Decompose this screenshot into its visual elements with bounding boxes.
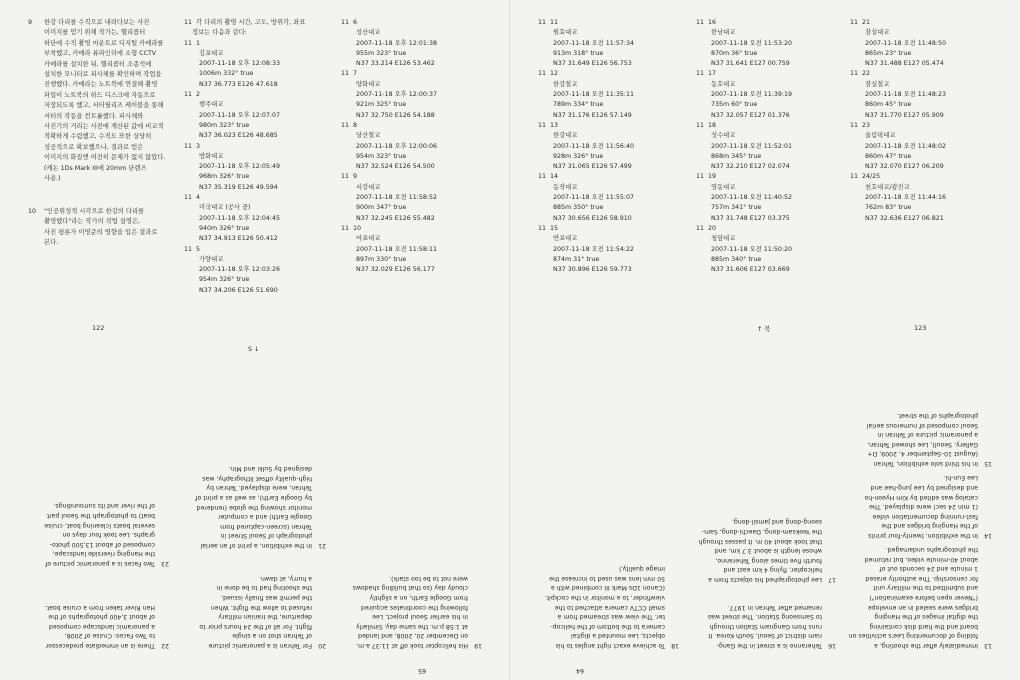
bridge-entry: [538, 224, 634, 275]
bridge-name: 동작대교: [553, 183, 578, 191]
bridge-entry-number: 11 11: [538, 19, 559, 26]
altitude-bearing: 735m 60° true: [711, 101, 758, 109]
bridge-entry: [184, 90, 305, 141]
altitude-bearing: 860m 45° true: [865, 101, 912, 109]
altitude-bearing: 757m 341° true: [711, 204, 762, 212]
capture-time: 2007-11-18 오전 11:44:16: [865, 194, 947, 202]
bridge-entry-number: 11 6: [341, 19, 358, 26]
capture-time: 2007-11-18 오전 11:58:52: [356, 194, 438, 202]
bridge-entry-number: 11 20: [696, 224, 717, 232]
bridge-entry-number: 11 9: [341, 173, 358, 181]
footnote-number: 9: [28, 19, 33, 26]
coordinates: N37 30.896 E126 59.773: [553, 266, 632, 274]
coordinates: N37 32.210 E127 02.074: [711, 163, 790, 171]
bridge-list-column-2: [341, 18, 437, 275]
bridge-entry: [341, 121, 437, 172]
bridge-entry: [696, 172, 792, 223]
capture-time: 2007-11-18 오후 12:00:06: [356, 142, 438, 150]
capture-time: 2007-11-18 오전 11:48:02: [865, 142, 947, 150]
bridge-entry-number: 11 10: [341, 224, 362, 232]
footnote-number: 20: [318, 642, 326, 649]
capture-time: 2007-11-18 오후 12:04:45: [199, 214, 281, 222]
capture-time: 2007-11-18 오후 12:05:49: [199, 163, 281, 171]
altitude-bearing: 885m 350° true: [553, 204, 604, 212]
capture-time: 2007-11-18 오후 12:00:37: [356, 91, 438, 99]
altitude-bearing: 940m 326° true: [199, 224, 250, 232]
bridge-entry-number: 11 8: [341, 121, 358, 129]
bridge-name: 성수대교: [711, 132, 736, 140]
altitude-bearing: 789m 334° true: [553, 101, 604, 109]
coordinates: N37 31.176 E126 57.149: [553, 111, 632, 119]
altitude-bearing: 980m 323° true: [199, 121, 250, 129]
capture-time: 2007-11-18 오전 11:54:22: [553, 245, 635, 253]
bridge-name: 한강철교: [553, 80, 578, 88]
coordinates: N37 32.245 E126 55.482: [356, 214, 435, 222]
bridge-list-column-3: [538, 18, 634, 275]
coordinates: N37 31.649 E126 56.753: [553, 60, 632, 68]
altitude-bearing: 928m 326° true: [553, 152, 604, 160]
footnote-text: Two Faces is a panoramic picture of the Hanging riverside landscape, composed of about 13,500 photo- graphs. Lee took four days on several boats (cleaning boat, cruise boat) to photograph the Seoul part of the river and its surroundings.: [44, 502, 155, 567]
bridge-name: 방화대교: [199, 152, 224, 160]
bridge-entry-number: 11 22: [850, 70, 871, 78]
coordinates: N37 30.656 E126 58.910: [553, 214, 632, 222]
coordinates: N37 32.524 E126 54.500: [356, 163, 435, 171]
footnote-number: 10: [28, 208, 37, 215]
bridge-entry-number: 11 19: [696, 173, 717, 181]
bridge-entry: [850, 121, 946, 172]
bridge-name: 영동대교: [711, 183, 736, 191]
bridge-entry: [341, 172, 437, 223]
bridge-entry-number: 11 15: [538, 224, 559, 232]
capture-time: 2007-11-18 오전 11:56:40: [553, 142, 635, 150]
footnote-number: 19: [474, 642, 482, 649]
footnote-text: 한강 다리를 수직으로 내려다보는 사진 이미지를 얻기 위해 작가는, 헬리콥터 하단에 수직 촬영 마운트로 디지털 카메라를 부착했고, 카메라 뷰파인더에 소형 CCTV 카메라를 설치한 뒤, 헬리콥터 조종석에 설치한 모니터로 피사체를 확인하며 작업을 진행했다. 카메라는 노트북에 연결해 촬영 파일이 노트북의 하드 디스크에 자동으로 저장되도록 했고, 서터릴리즈 케이블을 통해 셔터의 작동을 컨트롤했다. 피사체와 사진기의 거리는 사전에 계산된 값에 비교적 적확하게 수렴했고, 수직도 또한 상당히 성공적으로 확보했으나, 결과로 얻은 이미지의 화질엔 여전히 문제가 없지 않았다. (캐논 1Ds Mark III에 20mm 단렌즈 사용.): [44, 19, 166, 183]
coordinates: N37 31.606 E127 03.669: [711, 266, 790, 274]
footnote-number: 23: [161, 560, 169, 567]
capture-time: 2007-11-18 오전 11:52:01: [711, 142, 793, 150]
bridge-entry-number: 11 7: [341, 70, 358, 78]
bridge-list-column-4: [696, 18, 792, 275]
footnote-text: "인공위성적 시각으로 한강의 다리를 촬영했다"라는 작가의 작업 설명은, 사진 평론가 이영준의 영향을 입은 결과로 본다.: [44, 208, 158, 247]
footnote-text: Immediately after the shooting, a folding of documenting Lee's activities on board and the hard disk containing the digital images of the Hanging bridges were sealed in an envelope ("Never open before examination") and submitted to the military unit for censorship. The authority erased 1 minute and 24 seconds out of about 40-minute video, but returned the photographs undamaged.: [848, 546, 978, 649]
bridge-entry: [696, 69, 792, 120]
bridge-entry: [184, 39, 305, 90]
bridge-entry-number: 11 13: [538, 121, 559, 129]
bridge-entry: [850, 18, 946, 69]
bridge-entry: [696, 121, 792, 172]
bridge-name: 반포대교: [553, 235, 578, 243]
bridge-name: 당산철교: [356, 132, 381, 140]
bridge-entry-number: 11 17: [696, 70, 717, 78]
coordinates: N37 32.636 E127 06.821: [865, 214, 944, 222]
coordinates: N37 31.770 E127 05.909: [865, 111, 944, 119]
page-number: 123: [914, 324, 927, 332]
bridge-entry-number: 11 14: [538, 173, 559, 181]
flipped-page-number: 65: [417, 667, 426, 674]
bridge-entry-number: 11 12: [538, 70, 559, 78]
bridge-entry: [850, 69, 946, 120]
bridge-name: 김포대교: [199, 49, 224, 57]
bridge-name: 성산대교: [356, 29, 381, 37]
coordinates: N37 31.748 E127 03.375: [711, 214, 790, 222]
altitude-bearing: 874m 31° true: [553, 255, 600, 263]
capture-time: 2007-11-18 오후 12:07:07: [199, 111, 281, 119]
orientation-mark: ↑ 북: [757, 326, 771, 333]
footnote-number: 22: [161, 642, 169, 649]
bridge-name: 마포대교: [356, 235, 381, 243]
bridge-entry-number: 11 24/25: [850, 173, 881, 181]
altitude-bearing: 762m 83° true: [865, 204, 912, 212]
capture-time: 2007-11-18 오전 11:58:11: [356, 245, 438, 253]
bridge-list-column-1: [184, 18, 305, 296]
altitude-bearing: 921m 325° true: [356, 101, 407, 109]
footnote-number: 14: [984, 532, 992, 539]
bridge-entry-number: 11 4: [184, 194, 201, 202]
bridge-name: 행주대교: [199, 101, 224, 109]
footnote-text: In the exhibition, twenty-four prints of the Hanging bridges and the fast-running documentation video (1 min 24 sec) were displayed. The catalog was edited by Kim Hyeon-ho and designed by Lee Jung-hae and Lee Eun-hi.: [864, 474, 978, 539]
capture-time: 2007-11-18 오전 11:48:50: [865, 39, 947, 47]
capture-time: 2007-11-18 오전 11:48:23: [865, 91, 947, 99]
capture-time: 2007-11-18 오전 11:57:34: [553, 39, 635, 47]
bridge-name: 잠실대교: [865, 29, 890, 37]
altitude-bearing: 870m 36° true: [711, 49, 758, 57]
footnote-text: To achieve exact right angles to his objects, Lee mounted a digital camera to the bottom of the helicop- ter. The view was streamed from a small CCTV camera attached to the viewfinder, to a monitor in the cockpit. (Canon 1Ds Mark III combined with a 50 mm lens was used to increase the image quality.): [544, 565, 665, 649]
capture-time: 2007-11-18 오후 12:08:33: [199, 60, 281, 68]
bridge-entry: [184, 193, 305, 244]
bridge-entry: [538, 69, 634, 120]
bridge-name: 미국대교 (공사 중): [199, 204, 251, 212]
bridge-entry-number: 11 18: [696, 121, 717, 129]
bridge-name: 잠실철교: [865, 80, 890, 88]
footnote-text: His helicopter took off at 11:37 a.m. on December 20, 2008, and landed at 1:58 p.m. the same day. Similarly in his earlier Seoul project, Lee following the coordinates acquired from Google Earth, on a slightly cloudy day (so that building shadows were not to be too stark).: [352, 574, 468, 649]
right-page: [510, 0, 1020, 680]
bridge-name: 청담대교: [711, 235, 736, 243]
bridge-entry-number: 11 5: [184, 245, 201, 253]
bridge-list-column-5: [850, 18, 946, 224]
capture-time: 2007-11-18 오전 11:35:11: [553, 91, 635, 99]
footnote-number: 17: [828, 576, 836, 583]
footnote-text: In his third solo exhibition, Tehran (August 10–September 4, 2009, D+ Gallery, Seoul), Lee showed Tehran, a panoramic picture of Tehran in Seoul composed of numerous aerial photographs of the street.: [866, 412, 978, 467]
bridge-entry-number: 11 3: [184, 142, 201, 150]
coordinates: N37 34.913 E126 50.412: [199, 235, 278, 243]
bridge-name: 양화대교: [356, 80, 381, 88]
capture-time: 2007-11-18 오전 11:53:20: [711, 39, 793, 47]
altitude-bearing: 900m 347° true: [356, 204, 407, 212]
altitude-bearing: 865m 23° true: [865, 49, 912, 57]
altitude-bearing: 897m 330° true: [356, 255, 407, 263]
altitude-bearing: 968m 326° true: [199, 173, 250, 181]
capture-time: 2007-11-18 오전 11:50:20: [711, 245, 793, 253]
bridge-entry-number: 11 21: [850, 19, 871, 26]
flipped-english-page: [0, 360, 510, 680]
footnote-number: 13: [984, 642, 992, 649]
bridge-name: 한강대교: [553, 132, 578, 140]
coordinates: N37 36.023 E126 48.685: [199, 132, 278, 140]
footnote-text: Lee photographed his objects from a helicopter, flying 4 km east and fourth five times along Teheranno, whose length is about 3.7 km, and that took about 40 m. It passes through the Yeoksam-dong, Daechi-dong, Sam- seong-dong and Jamsil-dong.: [698, 518, 822, 583]
coordinates: N37 32.029 E126 56.177: [356, 266, 435, 274]
footnote-number: 15: [984, 460, 992, 467]
bridge-entry-number: 11 2: [184, 91, 201, 99]
coordinates: N37 32.750 E126 54.188: [356, 111, 435, 119]
coordinates: N37 31.641 E127 00.759: [711, 60, 790, 68]
bridge-entry: [538, 121, 634, 172]
footnote-text: In the exhibition, a print of an aerial photograph of Seoul Street in Tehran (screen-captured from Google Earth) and a computer monitor showing the globe (rendered by Google Earth), as well as a print of Tehran, were displayed. Tehran by high-quality offset lithography, was designed by Sulki and Min.: [195, 465, 312, 549]
coordinates: N37 31.065 E126 57.499: [553, 163, 632, 171]
bridge-name: 원효대교: [553, 29, 578, 37]
altitude-bearing: 860m 47° true: [865, 152, 912, 160]
altitude-bearing: 954m 326° true: [199, 276, 250, 284]
footnote-number: 21: [318, 542, 326, 549]
bridge-name: 동호대교: [711, 80, 736, 88]
bridge-name: 서강대교: [356, 183, 381, 191]
altitude-bearing: 1006m 332° true: [199, 70, 254, 78]
coordinates: N37 32.070 E127 06.209: [865, 163, 944, 171]
altitude-bearing: 885m 340° true: [711, 255, 762, 263]
bridge-entry: [850, 172, 946, 223]
altitude-bearing: 955m 323° true: [356, 49, 407, 57]
coordinates: N37 32.057 E127 01.376: [711, 111, 790, 119]
footnote-number: 18: [671, 642, 679, 649]
coordinates: N37 33.214 E126 53.462: [356, 60, 435, 68]
footnote-number: 16: [828, 642, 836, 649]
capture-time: 2007-11-18 오전 11:55:07: [553, 194, 635, 202]
bridge-entry: [341, 224, 437, 275]
bridge-entry: [538, 18, 634, 69]
flipped-page-number: 64: [575, 667, 584, 674]
bridge-entry: [184, 245, 305, 296]
coordinates: N37 36.773 E126 47.618: [199, 80, 278, 88]
bridge-list-intro: 11 각 다리의 촬영 시간, 고도, 방위각, 좌표 정보는 다음과 같다:: [184, 19, 306, 37]
bridge-entry: [184, 142, 305, 193]
bridge-name: 가양대교: [199, 255, 224, 263]
bridge-entry: [341, 18, 437, 69]
coordinates: N37 34.206 E126 51.690: [199, 286, 278, 294]
bridge-entry: [538, 172, 634, 223]
capture-time: 2007-11-18 오후 12:01:38: [356, 39, 438, 47]
flipped-english-page: [510, 360, 1020, 680]
bridge-name: 천호대교/광진교: [865, 183, 910, 191]
footnote-text: Teheranno is a street in the Gang- nam district of Seoul, South Korea. It runs from Gangnam Station through to Samseong Station. The street was renamed after Tehran in 1977.: [707, 603, 822, 649]
bridge-name: 올림픽대교: [865, 132, 896, 140]
altitude-bearing: 954m 323° true: [356, 152, 407, 160]
altitude-bearing: 913m 318° true: [553, 49, 604, 57]
coordinates: N37 31.488 E127 05.474: [865, 60, 944, 68]
bridge-entry-number: 11 23: [850, 121, 871, 129]
bridge-entry-number: 11 16: [696, 19, 717, 26]
capture-time: 2007-11-18 오전 11:40:52: [711, 194, 793, 202]
altitude-bearing: 868m 345° true: [711, 152, 762, 160]
capture-time: 2007-11-18 오전 11:39:19: [711, 91, 793, 99]
page-number: 122: [92, 324, 105, 332]
bridge-entry: [696, 224, 792, 275]
bridge-entry-number: 11 1: [184, 39, 201, 47]
bridge-name: 한남대교: [711, 29, 736, 37]
bridge-entry: [696, 18, 792, 69]
bridge-entry: [341, 69, 437, 120]
capture-time: 2007-11-18 오후 12:03:26: [199, 266, 281, 274]
footnote-text: For Tehran is a panoramic picture of Tehran shot on a single flight. For all of the 24 hours prior to departure, the Iranian military refused to allow the flight. When the permit was finally issued, the shooting had to be done in a hurry, at dawn.: [199, 574, 312, 649]
coordinates: N37 35.319 E126 49.594: [199, 183, 278, 191]
footnote-text: There is an immediate predecessor to Two Faces: Cruise of 2008, a panoramic landscape composed of about 3,400 photographs of the Han River taken from a cruise boat.: [44, 603, 155, 649]
orientation-mark: S ↓: [248, 346, 260, 353]
